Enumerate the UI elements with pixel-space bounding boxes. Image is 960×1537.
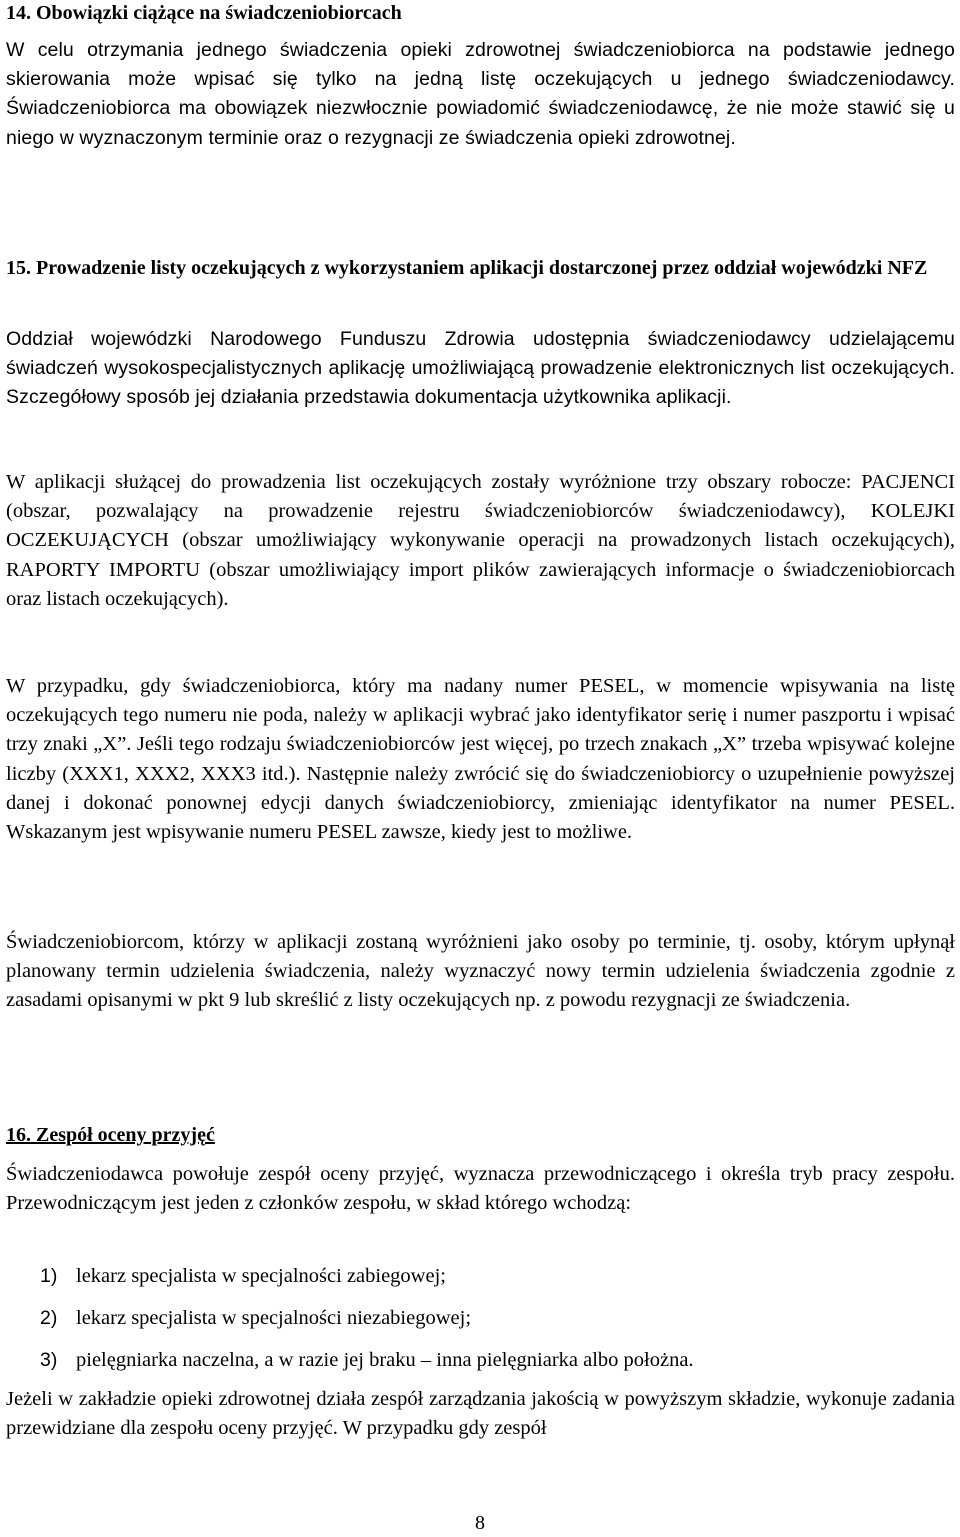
section-16-paragraph-2: Jeżeli w zakładzie opieki zdrowotnej działa zespół zarządzania jakością w powyższym składzie, wykonuje zadania przewidziane dla zespołu oceny przyjęć. W przypadku gdy zespół — [6, 1388, 955, 1440]
section-16-heading: 16. Zespół oceny przyjęć — [6, 1124, 215, 1146]
list-item-text: lekarz specjalista w specjalności niezabiegowej; — [76, 1306, 472, 1329]
page-number: 8 — [475, 1512, 485, 1534]
list-item-number: 1) — [40, 1265, 58, 1287]
section-15-heading: 15. Prowadzenie listy oczekujących z wykorzystaniem aplikacji dostarczonej przez oddział wojewódzki NFZ — [6, 257, 928, 279]
section-15-paragraph-1: Oddział wojewódzki Narodowego Funduszu Zdrowia udostępnia świadczeniodawcy udzielającemu świadczeń wysokospecjalistycznych aplikację umożliwiającą prowadzenie elektronicznych list oczekujących. Szczegółowy sposób jej działania przedstawia dokumentacja użytkownika aplikacji. — [6, 328, 955, 409]
section-15-paragraph-2: W aplikacji służącej do prowadzenia list oczekujących zostały wyróżnione trzy obszary robocze: PACJENCI (obszar, pozwalający na prowadzenie rejestru świadczeniobiorców świadczeniodawcy), KOLEJKI OCZEKUJĄCYCH (obszar umożliwiający wykonywanie operacji na prowadzonych listach oczekujących), RAPORTY IMPORTU (obszar umożliwiający import plików zawierających informacje o świadczeniobiorcach oraz listach oczekujących). — [6, 471, 955, 610]
list-item-text: pielęgniarka naczelna, a w razie jej braku – inna pielęgniarka albo położna. — [76, 1348, 694, 1371]
section-16-paragraph-1: Świadczeniodawca powołuje zespół oceny przyjęć, wyznacza przewodniczącego i określa tryb pracy zespołu. Przewodniczącym jest jeden z członków zespołu, w skład którego wchodzą: — [6, 1163, 955, 1215]
list-item-number: 2) — [40, 1306, 58, 1329]
section-14-heading: 14. Obowiązki ciążące na świadczeniobiorcach — [6, 2, 402, 24]
list-item — [6, 1346, 955, 1375]
section-15-paragraph-3: W przypadku, gdy świadczeniobiorca, który ma nadany numer PESEL, w momencie wpisywania na listę oczekujących tego numeru nie poda, należy w aplikacji wybrać jako identyfikator serię i numer paszportu i wpisać trzy znaki „X”. Jeśli tego rodzaju świadczeniobiorców jest więcej, po trzech znakach „X” trzeba wpisywać kolejne liczby (XXX1, XXX2, XXX3 itd.). Następnie należy zwrócić się do świadczeniobiorcy o uzupełnienie powyższej danej i dokonać ponownej edycji danych świadczeniobiorcy, zmieniając identyfikator na numer PESEL. Wskazanym jest wpisywanie numeru PESEL zawsze, kiedy jest to możliwe. — [6, 675, 955, 844]
list-item — [6, 1304, 955, 1333]
section-14-paragraph: W celu otrzymania jednego świadczenia opieki zdrowotnej świadczeniobiorca na podstawie jednego skierowania może wpisać się tylko na jedną listę oczekujących u jednego świadczeniodawcy. Świadczeniobiorca ma obowiązek niezwłocznie powiadomić świadczeniodawcę, że nie może stawić się u niego w wyznaczonym terminie oraz o rezygnacji ze świadczenia opieki zdrowotnej. — [6, 39, 955, 149]
section-15-paragraph-4: Świadczeniobiorcom, którzy w aplikacji zostaną wyróżnieni jako osoby po terminie, tj. osoby, którym upłynął planowany termin udzielenia świadczenia, należy wyznaczyć nowy termin udzielenia świadczenia zgodnie z zasadami opisanymi w pkt 9 lub skreślić z listy oczekujących np. z powodu rezygnacji ze świadczenia. — [6, 931, 955, 1012]
members-list — [6, 1262, 955, 1375]
list-item — [6, 1262, 955, 1291]
list-item-number: 3) — [40, 1348, 58, 1371]
list-item-text: lekarz specjalista w specjalności zabiegowej; — [76, 1265, 446, 1287]
